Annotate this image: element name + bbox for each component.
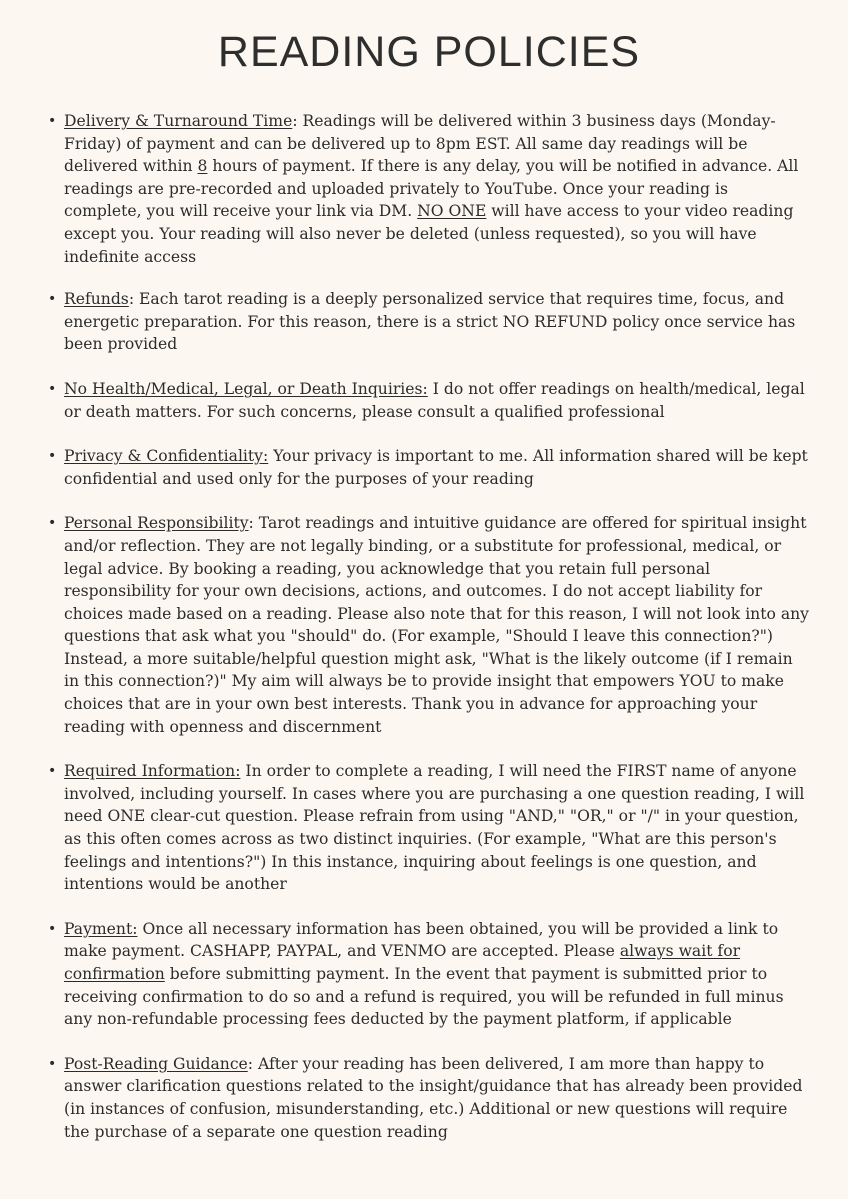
policy-item-delivery: [48, 110, 810, 268]
policy-item-no-health-legal-death: [48, 378, 810, 423]
policy-text: Your privacy is important to me. All information shared will be kept confidential and used only for the purposes of your reading: [64, 447, 808, 488]
policy-heading: No Health/Medical, Legal, or Death Inquiries:: [64, 379, 428, 398]
bullet-glyph: •: [48, 1055, 57, 1072]
bullet-glyph: •: [48, 515, 57, 532]
policy-text: Tarot readings and intuitive guidance are offered for spiritual insight and/or reflection. They are not legally binding, or a substitute for professional, medical, or legal advice. By booking a reading, you acknowledge that you retain full personal responsibility for your own decisions, actions, and outcomes. I do not accept liability for choices made based on a reading. Please also note that for this reason, I will not look into any questions that ask what you "should" do. (For example, "Should I leave this connection?") Instead, a more suitable/helpful question might ask, "What is the likely outcome (if I remain in this connection?)" My aim will always be to provide insight that empowers YOU to make choices that are in your own best interests. Thank you in advance for approaching your reading with openness and discernment: [64, 514, 809, 736]
policy-heading-suffix: :: [248, 514, 254, 533]
policy-text: Readings will be delivered within 3 business days (Monday-Friday) of payment and can be delivered up to 8pm EST. All same day readings will be delivered within: [64, 112, 776, 176]
policy-text: I do not offer readings on health/medical, legal or death matters. For such concerns, please consult a qualified professional: [64, 379, 805, 421]
policy-item-privacy: [48, 445, 810, 490]
policy-item-payment: [48, 918, 810, 1031]
page-title: READING POLICIES: [217, 28, 641, 76]
bullet-glyph: •: [48, 291, 57, 308]
policy-list: [48, 110, 810, 1143]
policy-text: will have access to your video reading except you. Your reading will also never be deleted (unless requested), so you will have indefinite access: [64, 202, 794, 266]
policy-item-required-information: [48, 760, 810, 896]
policy-heading-suffix: :: [128, 290, 135, 309]
policy-item-personal-responsibility: [48, 512, 810, 738]
policy-heading: Refunds: [64, 290, 129, 309]
policy-emphasis: always wait for confirmation: [64, 942, 741, 983]
policy-item-refunds: [48, 288, 810, 356]
policy-heading: Post-Reading Guidance: [64, 1054, 248, 1073]
bullet-glyph: •: [48, 380, 57, 397]
policy-text: Once all necessary information has been obtained, you will be provided a link to make payment. CASHAPP, PAYPAL, and VENMO are accepted. Please: [64, 919, 779, 961]
policy-item-post-reading-guidance: [48, 1053, 810, 1143]
bullet-glyph: •: [48, 448, 57, 465]
bullet-glyph: •: [48, 920, 57, 937]
policy-text: In order to complete a reading, I will need the FIRST name of anyone involved, including yourself. In cases where you are purchasing a one question reading, I will need ONE clear-cut question. Please refrain from using "AND," "OR," or "/" in your question, as this often comes across as two distinct inquiries. (For example, "What are this person's feelings and intentions?") In this instance, inquiring about feelings is one question, and intentions would be another: [64, 762, 805, 894]
policy-text: hours of payment. If there is any delay, you will be notified in advance. All readings are pre-recorded and uploaded privately to YouTube. Once your reading is complete, you will receive your link via DM.: [64, 157, 799, 221]
bullet-glyph: •: [48, 763, 57, 780]
policy-heading-suffix: :: [247, 1054, 254, 1073]
policy-emphasis: 8: [197, 157, 208, 176]
policy-text: Each tarot reading is a deeply personalized service that requires time, focus, and energetic preparation. For this reason, there is a strict NO REFUND policy once service has been provided: [64, 290, 796, 354]
policy-heading: Privacy & Confidentiality:: [64, 447, 269, 466]
bullet-glyph: •: [48, 113, 57, 129]
policy-heading-suffix: :: [292, 112, 298, 130]
policy-text: After your reading has been delivered, I am more than happy to answer clarification questions related to the insight/guidance that has already been provided (in instances of confusion, misunderstanding, etc.) Additional or new questions will require the purchase of a separate one question reading: [64, 1054, 803, 1141]
policy-heading: Payment:: [64, 919, 138, 938]
policy-heading: Delivery & Turnaround Time: [64, 112, 293, 130]
policy-heading: Required Information:: [64, 762, 241, 781]
policy-text: before submitting payment. In the event that payment is submitted prior to receiving confirmation to do so and a refund is required, you will be refunded in full minus any non-refundable processing fees deducted by the payment platform, if applicable: [64, 965, 784, 1029]
policy-heading: Personal Responsibility: [64, 514, 249, 533]
policy-emphasis: NO ONE: [417, 202, 487, 221]
